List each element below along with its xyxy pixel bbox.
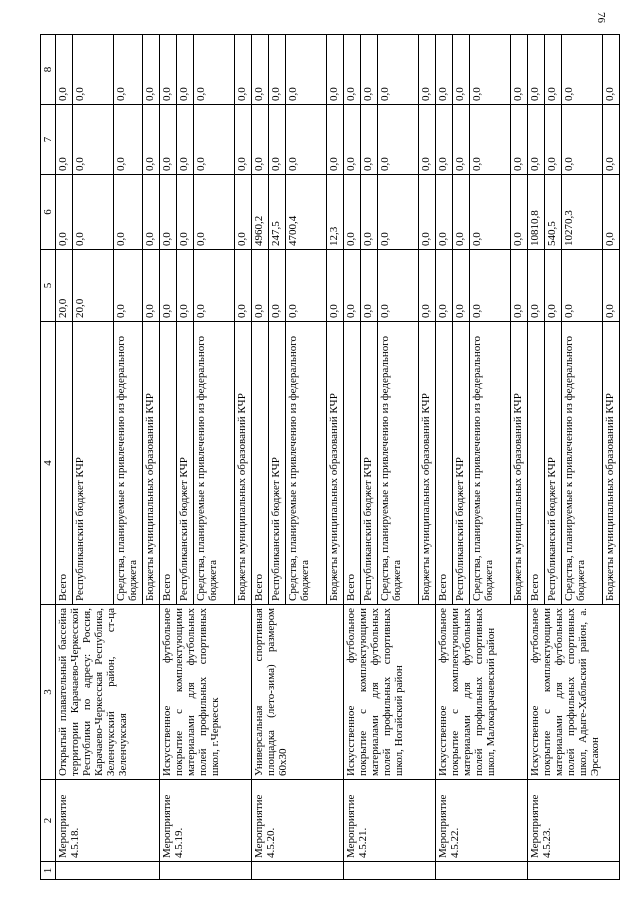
header-cell: 8 xyxy=(41,35,56,105)
value-col8: 0,0 xyxy=(562,35,603,104)
event-code: Мероприятие 4.5.21. xyxy=(344,780,436,862)
value-col8-cell xyxy=(56,35,160,105)
value-col8: 0,0 xyxy=(328,87,340,101)
value-col5: 0,0 xyxy=(328,304,340,318)
value-col7-cell xyxy=(344,105,436,175)
funding-source: Бюджеты муниципальных образований КЧР xyxy=(604,393,616,601)
value-col5-cell xyxy=(528,250,620,322)
value-col6-cell xyxy=(528,175,620,250)
value-col8: 0,0 xyxy=(56,35,73,104)
value-col8: 0,0 xyxy=(545,35,562,104)
funding-source: Средства, планируемые к привлечению из федерального бюджета xyxy=(286,322,327,604)
value-col8: 0,0 xyxy=(286,35,327,104)
header-cell: 5 xyxy=(41,250,56,322)
value-col8: 0,0 xyxy=(269,35,286,104)
value-col8: 0,0 xyxy=(604,87,616,101)
funding-source-cell xyxy=(436,322,528,605)
value-col7-cell xyxy=(56,105,160,175)
funding-source: Бюджеты муниципальных образований КЧР xyxy=(420,393,432,601)
value-col8: 0,0 xyxy=(252,35,269,104)
value-col8: 0,0 xyxy=(420,87,432,101)
value-col7: 0,0 xyxy=(194,105,235,174)
value-col8-cell xyxy=(436,35,528,105)
value-col7: 0,0 xyxy=(528,105,545,174)
value-col5: 0,0 xyxy=(269,250,286,321)
value-col6-cell xyxy=(160,175,252,250)
event-description: Искусственное футбольное покрытие с комплектующими материалами для футбольных полей профильных спортивных школ, Малокарачаевский район xyxy=(436,605,528,780)
event-code: Мероприятие 4.5.22. xyxy=(436,780,528,862)
header-cell: 6 xyxy=(41,175,56,250)
header-cell: 3 xyxy=(41,605,56,780)
table-row xyxy=(344,35,436,880)
funding-source: Средства, планируемые к привлечению из федерального бюджета xyxy=(470,322,511,604)
funding-source: Средства, планируемые к привлечению из федерального бюджета xyxy=(194,322,235,604)
funding-source: Всего xyxy=(528,322,545,604)
empty-cell xyxy=(252,862,344,880)
value-col8: 0,0 xyxy=(144,87,156,101)
page-number: 76 xyxy=(595,12,607,23)
event-code: Мероприятие 4.5.18. xyxy=(56,780,160,862)
value-col5: 0,0 xyxy=(344,250,361,321)
value-col6: 0,0 xyxy=(73,175,114,249)
value-col5: 0,0 xyxy=(378,250,419,321)
value-col8: 0,0 xyxy=(160,35,177,104)
funding-source: Средства, планируемые к привлечению из федерального бюджета xyxy=(562,322,603,604)
event-code: Мероприятие 4.5.19. xyxy=(160,780,252,862)
value-col7: 0,0 xyxy=(328,157,340,171)
value-col7-cell xyxy=(160,105,252,175)
value-col7: 0,0 xyxy=(236,157,248,171)
value-col7: 0,0 xyxy=(512,157,524,171)
value-col6: 0,0 xyxy=(378,175,419,249)
value-col7: 0,0 xyxy=(604,157,616,171)
value-col8: 0,0 xyxy=(73,35,114,104)
funding-source: Всего xyxy=(252,322,269,604)
funding-source-cell xyxy=(344,322,436,605)
value-col5-cell xyxy=(160,250,252,322)
funding-source-cell xyxy=(528,322,620,605)
value-col5: 0,0 xyxy=(512,304,524,318)
value-col6: 4960,2 xyxy=(252,175,269,249)
value-col7: 0,0 xyxy=(144,157,156,171)
value-col6: 0,0 xyxy=(436,175,453,249)
value-col6: 540,5 xyxy=(545,175,562,249)
value-col5: 0,0 xyxy=(114,250,143,321)
funding-source: Республиканский бюджет КЧР xyxy=(453,322,470,604)
value-col5-cell xyxy=(436,250,528,322)
value-col7-cell xyxy=(528,105,620,175)
value-col8: 0,0 xyxy=(177,35,194,104)
value-col7: 0,0 xyxy=(420,157,432,171)
funding-source: Республиканский бюджет КЧР xyxy=(545,322,562,604)
value-col6-cell xyxy=(252,175,344,250)
header-cell: 2 xyxy=(41,780,56,862)
value-col6: 10810,8 xyxy=(528,175,545,249)
value-col6: 0,0 xyxy=(470,175,511,249)
header-cell: 4 xyxy=(41,322,56,605)
value-col7: 0,0 xyxy=(160,105,177,174)
value-col5-cell xyxy=(56,250,160,322)
value-col6: 0,0 xyxy=(177,175,194,249)
value-col8: 0,0 xyxy=(194,35,235,104)
value-col8-cell xyxy=(344,35,436,105)
value-col6-cell xyxy=(436,175,528,250)
value-col8-cell xyxy=(160,35,252,105)
value-col6: 0,0 xyxy=(361,175,378,249)
value-col6: 0,0 xyxy=(420,232,432,246)
value-col5: 0,0 xyxy=(420,304,432,318)
funding-source-cell xyxy=(160,322,252,605)
value-col5: 0,0 xyxy=(286,250,327,321)
value-col6: 0,0 xyxy=(114,175,143,249)
value-col7: 0,0 xyxy=(562,105,603,174)
value-col6: 0,0 xyxy=(56,175,73,249)
header-cell: 1 xyxy=(41,862,56,880)
funding-source: Средства, планируемые к привлечению из федерального бюджета xyxy=(378,322,419,604)
funding-source: Республиканский бюджет КЧР xyxy=(361,322,378,604)
value-col6: 0,0 xyxy=(453,175,470,249)
value-col8: 0,0 xyxy=(436,35,453,104)
value-col5: 0,0 xyxy=(177,250,194,321)
value-col6: 12,3 xyxy=(328,226,340,246)
event-description: Искусственное футбольное покрытие с комплектующими материалами для футбольных полей профильных спортивных школ, г.Черкесск xyxy=(160,605,252,780)
value-col7: 0,0 xyxy=(344,105,361,174)
value-col5: 0,0 xyxy=(453,250,470,321)
value-col7: 0,0 xyxy=(453,105,470,174)
event-description: Искусственное футбольное покрытие с комплектующими материалами для футбольных полей профильных спортивных школ, Адыге-Хабльский район, а. Эрсакон xyxy=(528,605,620,780)
value-col7: 0,0 xyxy=(252,105,269,174)
value-col7-cell xyxy=(436,105,528,175)
value-col6-cell xyxy=(56,175,160,250)
table-row xyxy=(436,35,528,880)
table-row xyxy=(252,35,344,880)
value-col7: 0,0 xyxy=(114,105,143,174)
funding-source: Республиканский бюджет КЧР xyxy=(269,322,286,604)
value-col8: 0,0 xyxy=(512,87,524,101)
value-col5-cell xyxy=(344,250,436,322)
value-col5: 0,0 xyxy=(470,250,511,321)
event-code: Мероприятие 4.5.20. xyxy=(252,780,344,862)
value-col8-cell xyxy=(528,35,620,105)
value-col6: 0,0 xyxy=(160,175,177,249)
value-col6: 4700,4 xyxy=(286,175,327,249)
value-col6: 0,0 xyxy=(604,232,616,246)
value-col6: 0,0 xyxy=(144,232,156,246)
value-col6: 0,0 xyxy=(194,175,235,249)
value-col5: 0,0 xyxy=(545,250,562,321)
value-col7: 0,0 xyxy=(470,105,511,174)
funding-source: Республиканский бюджет КЧР xyxy=(177,322,194,604)
funding-source: Бюджеты муниципальных образований КЧР xyxy=(512,393,524,601)
value-col7: 0,0 xyxy=(378,105,419,174)
value-col6-cell xyxy=(344,175,436,250)
value-col7: 0,0 xyxy=(73,105,114,174)
value-col7: 0,0 xyxy=(436,105,453,174)
value-col8: 0,0 xyxy=(236,87,248,101)
value-col8-cell xyxy=(252,35,344,105)
value-col5-cell xyxy=(252,250,344,322)
empty-cell xyxy=(160,862,252,880)
budget-table xyxy=(40,34,620,880)
header-cell: 7 xyxy=(41,105,56,175)
empty-cell xyxy=(528,862,620,880)
value-col5: 0,0 xyxy=(252,250,269,321)
event-description: Искусственное футбольное покрытие с комплектующими материалами для футбольных полей профильных спортивных школ, Ногайский район xyxy=(344,605,436,780)
table-body xyxy=(56,35,620,880)
value-col7: 0,0 xyxy=(177,105,194,174)
value-col8: 0,0 xyxy=(470,35,511,104)
value-col6: 0,0 xyxy=(236,232,248,246)
value-col5: 20,0 xyxy=(73,250,114,321)
value-col6: 0,0 xyxy=(344,175,361,249)
value-col7-cell xyxy=(252,105,344,175)
funding-source: Республиканский бюджет КЧР xyxy=(73,322,114,604)
event-description: Универсальная спортивная площадка (лето-зима) размером 60х30 xyxy=(252,605,344,780)
value-col5: 0,0 xyxy=(236,304,248,318)
funding-source: Всего xyxy=(56,322,73,604)
empty-cell xyxy=(344,862,436,880)
value-col5: 0,0 xyxy=(436,250,453,321)
empty-cell xyxy=(56,862,160,880)
value-col8: 0,0 xyxy=(528,35,545,104)
value-col8: 0,0 xyxy=(361,35,378,104)
funding-source: Средства, планируемые к привлечению из федерального бюджета xyxy=(114,322,143,604)
value-col8: 0,0 xyxy=(114,35,143,104)
value-col5: 0,0 xyxy=(562,250,603,321)
table-row xyxy=(160,35,252,880)
value-col7: 0,0 xyxy=(269,105,286,174)
value-col8: 0,0 xyxy=(453,35,470,104)
value-col5: 0,0 xyxy=(361,250,378,321)
table-row xyxy=(528,35,620,880)
funding-source: Всего xyxy=(160,322,177,604)
event-code: Мероприятие 4.5.23. xyxy=(528,780,620,862)
value-col5: 0,0 xyxy=(528,250,545,321)
funding-source: Бюджеты муниципальных образований КЧР xyxy=(236,393,248,601)
value-col8: 0,0 xyxy=(378,35,419,104)
funding-source-cell xyxy=(252,322,344,605)
empty-cell xyxy=(436,862,528,880)
value-col7: 0,0 xyxy=(286,105,327,174)
table-row xyxy=(56,35,160,880)
value-col7: 0,0 xyxy=(56,105,73,174)
value-col7: 0,0 xyxy=(361,105,378,174)
value-col8: 0,0 xyxy=(344,35,361,104)
value-col5: 0,0 xyxy=(144,304,156,318)
header-row xyxy=(41,35,56,880)
funding-source: Всего xyxy=(436,322,453,604)
value-col6: 10270,3 xyxy=(562,175,603,249)
funding-source: Бюджеты муниципальных образований КЧР xyxy=(328,393,340,601)
value-col5: 0,0 xyxy=(194,250,235,321)
rotated-page xyxy=(40,35,615,880)
value-col6: 0,0 xyxy=(512,232,524,246)
event-description: Открытый плавательный бассейна территории Карачаево-Черкесской Республики по адресу: Россия, Карачаево-Черкесская Республика, Зеленчукский район, ст-ца Зеленчукская xyxy=(56,605,160,780)
value-col7: 0,0 xyxy=(545,105,562,174)
funding-source: Всего xyxy=(344,322,361,604)
value-col5: 20,0 xyxy=(56,250,73,321)
funding-source: Бюджеты муниципальных образований КЧР xyxy=(144,393,156,601)
value-col5: 0,0 xyxy=(160,250,177,321)
value-col6: 247,5 xyxy=(269,175,286,249)
funding-source-cell xyxy=(56,322,160,605)
value-col5: 0,0 xyxy=(604,304,616,318)
